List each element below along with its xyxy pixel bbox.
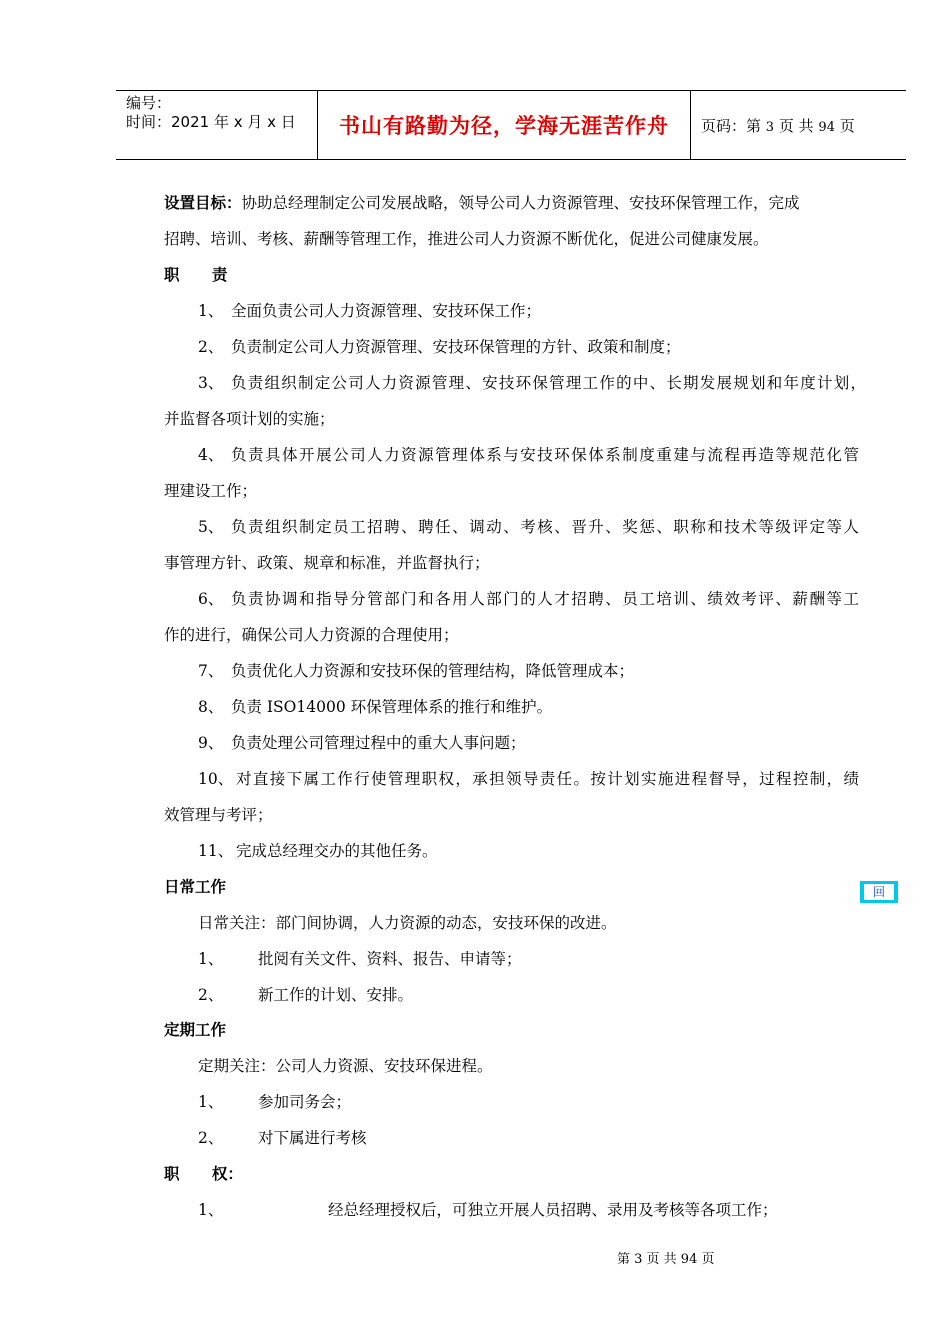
duty-1-num: 1、 (198, 302, 224, 320)
duty-4-text: 负责具体开展公司人力资源管理体系与安技环保体系制度重建与流程再造等规范化管 (231, 446, 859, 464)
goal-text-1: 协助总经理制定公司发展战略，领导公司人力资源管理、安技环保管理工作，完成 (241, 194, 800, 212)
header-left-cell (116, 91, 318, 159)
duty-10-num: 10、 (198, 770, 234, 788)
header-right-cell (691, 91, 906, 159)
periodic-item-1-text: 参加司务会； (258, 1093, 352, 1111)
page-current: 3 (765, 119, 775, 135)
duty-2-num: 2、 (198, 338, 224, 356)
duty-3-text: 负责组织制定公司人力资源管理、安技环保管理工作的中、长期发展规划和年度计划， (231, 374, 866, 392)
periodic-work-heading: 定期工作 (164, 1021, 227, 1039)
daily-item-2-num: 2、 (198, 986, 224, 1004)
authority-heading: 职 权： (164, 1164, 243, 1183)
doc-date: 时间：2021 年 x 月 x 日 (126, 113, 296, 131)
duty-6-num: 6、 (198, 590, 224, 608)
back-icon[interactable] (860, 881, 898, 903)
header-middle-cell (318, 91, 691, 159)
duty-4-cont: 理建设工作； (164, 482, 258, 500)
daily-focus: 日常关注：部门间协调，人力资源的动态，安技环保的改进。 (198, 914, 617, 932)
duty-9-num: 9、 (198, 734, 224, 752)
periodic-focus: 定期关注：公司人力资源、安技环保进程。 (198, 1057, 493, 1075)
authority-item-1-num: 1、 (198, 1201, 224, 1219)
periodic-item-2-text: 对下属进行考核 (258, 1129, 367, 1147)
duty-10-text: 对直接下属工作行使管理职权，承担领导责任。按计划实施进程督导，过程控制，绩 (236, 770, 859, 788)
goal-label: 设置目标： (164, 193, 242, 212)
duty-6-cont: 作的进行，确保公司人力资源的合理使用； (164, 626, 459, 644)
duties-heading: 职 责 (164, 265, 228, 284)
page-prefix: 页码：第 (701, 116, 762, 135)
doc-number-label: 编号： (126, 94, 172, 112)
page-footer: 第 3 页 共 94 页 (617, 1252, 715, 1267)
periodic-item-2-num: 2、 (198, 1129, 224, 1147)
duty-3-num: 3、 (198, 374, 224, 392)
duty-9-text: 负责处理公司管理过程中的重大人事问题； (231, 734, 526, 752)
duty-10-cont: 效管理与考评； (164, 806, 273, 824)
goal-line-1 (164, 193, 859, 213)
duty-6-text: 负责协调和指导分管部门和各用人部门的人才招聘、员工培训、绩效考评、薪酬等工 (231, 590, 859, 608)
duty-5-text: 负责组织制定员工招聘、聘任、调动、考核、晋升、奖惩、职称和技术等级评定等人 (231, 518, 859, 536)
daily-work-heading: 日常工作 (164, 878, 227, 896)
duty-11-num: 11、 (198, 842, 234, 860)
page-suffix: 页 (839, 116, 855, 135)
page-total: 94 (818, 119, 835, 135)
duty-8-num: 8、 (198, 698, 224, 716)
duty-3-cont: 并监督各项计划的实施； (164, 410, 335, 428)
duty-7-num: 7、 (198, 662, 224, 680)
periodic-item-1-num: 1、 (198, 1093, 224, 1111)
duty-5-num: 5、 (198, 518, 224, 536)
page-header (116, 90, 906, 160)
duty-8-text: 负责 ISO14000 环保管理体系的推行和维护。 (231, 698, 553, 716)
duty-2-text: 负责制定公司人力资源管理、安技环保管理的方针、政策和制度； (231, 338, 681, 356)
authority-item-1-text: 经总经理授权后，可独立开展人员招聘、录用及考核等各项工作； (328, 1201, 778, 1219)
header-motto: 书山有路勤为径，学海无涯苦作舟 (339, 114, 669, 138)
daily-item-1-num: 1、 (198, 950, 224, 968)
page-mid: 页 共 (778, 116, 814, 135)
duty-4-num: 4、 (198, 446, 224, 464)
duty-1-text: 全面负责公司人力资源管理、安技环保工作； (231, 302, 542, 320)
duty-11-text: 完成总经理交办的其他任务。 (236, 842, 438, 860)
header-page-code (701, 115, 855, 136)
daily-item-2-text: 新工作的计划、安排。 (258, 986, 414, 1004)
goal-line-2: 招聘、培训、考核、薪酬等管理工作，推进公司人力资源不断优化，促进公司健康发展。 (164, 230, 769, 248)
duty-7-text: 负责优化人力资源和安技环保的管理结构，降低管理成本； (231, 662, 635, 680)
duty-5-cont: 事管理方针、政策、规章和标准，并监督执行； (164, 554, 490, 572)
back-icon-label: 回 (864, 884, 894, 900)
daily-item-1-text: 批阅有关文件、资料、报告、申请等； (258, 950, 522, 968)
